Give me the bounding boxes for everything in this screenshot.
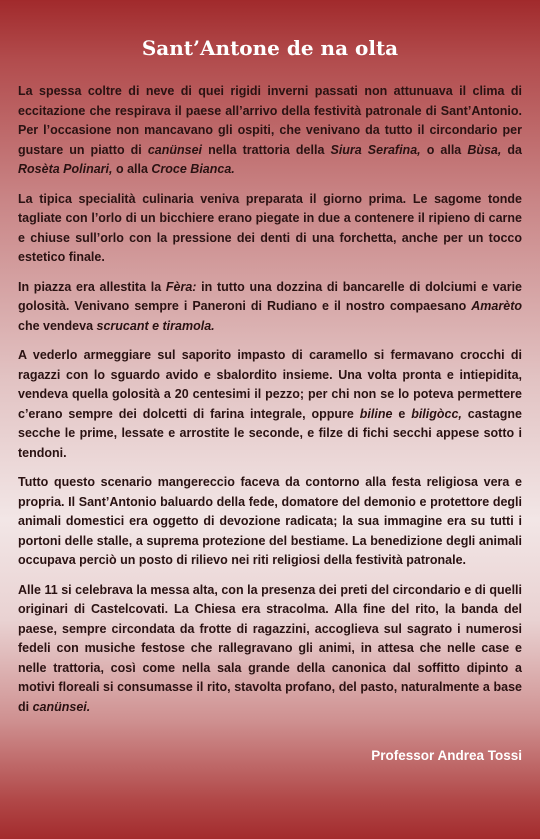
paragraph-3 [18, 278, 522, 337]
italic-run: Amarèto [471, 299, 522, 313]
text-run: in tutto una dozzina di bancarelle di dolciumi e varie golosità. Venivano sempre i Paneroni di Rudiano e il nostro compaesano [18, 279, 523, 313]
page-title: Sant’Antone de na olta [141, 36, 399, 60]
text-run: o alla [112, 162, 152, 176]
text-run: Alle 11 si celebrava la messa alta, con la presenza dei preti del circondario e di quelli originari di Castelcovati. La Chiesa era stracolma. Alla fine del rito, la banda del paese, sempre circondata da frotte di ragazzini, accoglieva sul sagrato i numerosi fedeli con musiche festose che rallegravano gli animi, in attesa che nelle case e nelle trattoria, così come nella sala grande della canonica dal soffitto dipinto a motivi floreali si consumasse il rito, stavolta profano, del pasto, naturalmente a base di [18, 582, 522, 714]
text-run: da [501, 142, 523, 157]
italic-run: scrucant e tiramola. [96, 318, 215, 333]
text-run: In piazza era allestita la [18, 279, 166, 294]
text-run: e [392, 406, 412, 421]
italic-run: Bùsa, [467, 142, 502, 157]
italic-run: Croce Bianca. [151, 162, 235, 176]
text-run: che vendeva [18, 318, 97, 333]
paragraph-2: La tipica specialità culinaria veniva preparata il giorno prima. Le sagome tonde tagliate con l’orlo di un bicchiere erano piegate in due a contenere il ripieno di carne e chiuse sull’orlo con la pressione dei denti di una forchetta, anche per un tocco estetico finale. [18, 191, 522, 264]
italic-run: Fèra: [165, 279, 197, 294]
paragraph-1 [18, 82, 522, 180]
italic-run: Rosèta Polinari, [18, 162, 113, 176]
text-run: castagne secche le prime, lessate e arrostite le seconde, e filze di fichi secchi appese sotto i tendoni. [18, 406, 522, 460]
text-run: nella trattoria della [202, 142, 331, 157]
italic-run: biline [359, 406, 393, 421]
text-run: o alla [420, 142, 468, 157]
italic-run: canünsei. [32, 699, 91, 714]
paragraph-4 [18, 346, 522, 463]
italic-run: Siura Serafina, [330, 142, 421, 157]
paragraph-6 [18, 581, 522, 718]
paragraph-5: Tutto questo scenario mangereccio faceva da contorno alla festa religiosa vera e propria. Il Sant’Antonio baluardo della fede, domatore del demonio e protettore degli animali domestici era oggetto di devozione radicata; la sua immagine era su tutti i portoni delle stalle, a suprema protezione del bestiame. La benedizione degli animali occupava perciò un posto di rilievo nei riti religiosi della festività patronale. [18, 475, 522, 567]
article-body [18, 82, 522, 717]
italic-run: biligòcc, [411, 406, 462, 421]
italic-run: canünsei [147, 142, 203, 157]
text-run: La spessa coltre di neve di quei rigidi inverni passati non attunuava il clima di eccitazione che respirava il paese all’arrivo della festività patronale di Sant’Antonio. Per l’occasione non mancavano gli ospiti, che venivano da tutto il circondario per gustare un piatto di [18, 84, 522, 157]
text-run: A vederlo armeggiare sul saporito impasto di caramello si fermavano crocchi di ragazzi con lo sguardo avido e sbalordito insieme. Una volta pronta e intiepidita, vendeva quella golosità a 20 centesimi il pezzo; per chi non se lo poteva permettere c’erano sempre dei dolcetti di farina integrale, oppure [18, 348, 522, 421]
author-signature: Professor Andrea Tossi [371, 748, 522, 763]
